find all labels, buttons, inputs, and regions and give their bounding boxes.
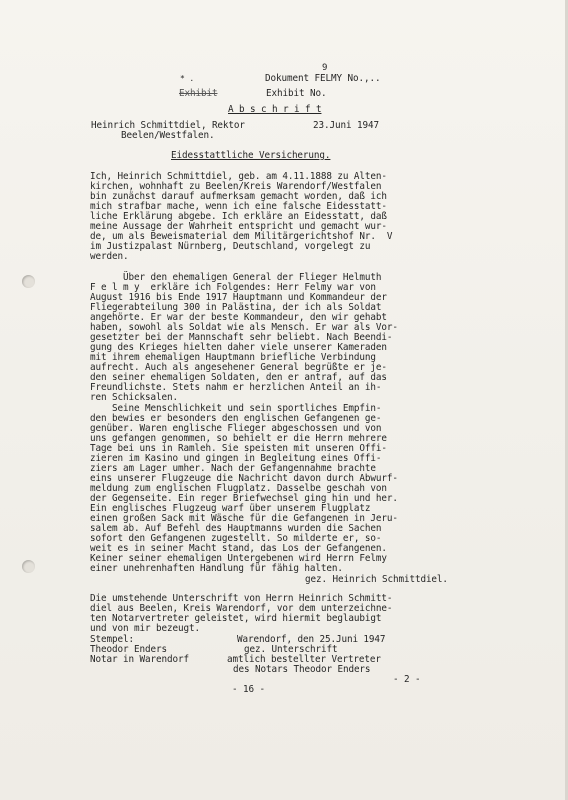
text-line: Fliegerabteilung 300 in Palästina, der ich als Soldat	[90, 302, 382, 313]
header-mark: * .	[180, 74, 195, 83]
text-line: diel aus Beelen, Kreis Warendorf, vor dem unterzeichne-	[90, 603, 393, 614]
text-line: meine Aussage der Wahrheit entspricht und gemacht wur-	[90, 221, 387, 232]
text-line: de, um als Beweismaterial dem Militärgerichtshof Nr. V	[90, 231, 393, 242]
stamp-label: Stempel:	[90, 634, 134, 645]
text-line: meldung zum englischen Flugplatz. Dasselbe geschah von	[90, 483, 387, 494]
author-name: Heinrich Schmittdiel, Rektor	[91, 120, 245, 131]
text-line: ten Notarvertreter geleistet, wird hiermit beglaubigt	[90, 613, 382, 624]
text-line: Über den ehemaligen General der Flieger Helmuth	[90, 272, 382, 283]
text-line: den bewies er besonders den englischen Gefangenen ge-	[90, 413, 382, 424]
text-line: Tage bei uns in Ramleh. Sie speisten mit unseren Offi-	[90, 443, 387, 454]
punch-hole	[22, 560, 35, 573]
text-line: salem ab. Auf Befehl des Hauptmanns wurden die Sachen	[90, 523, 382, 534]
text-line: Seine Menschlichkeit und sein sportliches Empfin-	[90, 403, 382, 414]
page-number-center: - 16 -	[232, 684, 265, 695]
text-line: zieren im Kasino und gingen in Begleitung eines Offi-	[90, 453, 382, 464]
text-line: ren Schicksalen.	[90, 392, 178, 403]
notary-title: Notar in Warendorf	[90, 654, 189, 665]
text-line: den seiner ehemaligen Soldaten, den er antraf, auf das	[90, 372, 387, 383]
page-number-right: - 2 -	[393, 674, 421, 685]
text-line: weit es in seiner Macht stand, das Los der Gefangenen.	[90, 543, 387, 554]
text-line: Keiner seiner ehemaligen Untergebenen wird Herrn Felmy	[90, 553, 387, 564]
page-number-top: 9	[322, 63, 328, 73]
text-line: und von mir bezeugt.	[90, 623, 200, 634]
text-line: einer unehrenhaften Handlung für fähig halten.	[90, 563, 343, 574]
text-line: mich strafbar mache, wenn ich eine falsche Eidesstatt-	[90, 201, 387, 212]
text-line: Freundlichste. Stets nahm er herzlichen Anteil an ih-	[90, 382, 382, 393]
text-line: bin zunächst darauf aufmerksam gemacht worden, daß ich	[90, 191, 387, 202]
text-line: gesetzter bei der Mannschaft sehr beliebt. Nach Beendi-	[90, 332, 393, 343]
notary-name: Theodor Enders	[90, 644, 167, 655]
text-line: F e l m y erkläre ich Folgendes: Herr Felmy war von	[90, 282, 376, 293]
document-title: A b s c h r i f t	[228, 104, 322, 115]
author-location: Beelen/Westfalen.	[121, 130, 215, 141]
notary-deputy: amtlich bestellter Vertreter	[227, 654, 381, 665]
text-line: August 1916 bis Ende 1917 Hauptmann und Kommandeur der	[90, 292, 387, 303]
text-line: liche Erklärung abgebe. Ich erkläre an Eidesstatt, daß	[90, 211, 387, 222]
document-label: Dokument FELMY No.,..	[265, 73, 381, 84]
notary-deputy-of: des Notars Theodor Enders	[233, 664, 371, 675]
text-line: einen großen Sack mit Wäsche für die Gefangenen in Jeru-	[90, 513, 398, 524]
exhibit-crossed: Exhibit	[179, 88, 218, 99]
text-line: kirchen, wohnhaft zu Beelen/Kreis Warendorf/Westfalen	[90, 181, 382, 192]
text-line: Ein englisches Flugzeug warf über unserem Flugplatz	[90, 503, 371, 514]
text-line: aufrecht. Auch als angesehener General begrüßte er je-	[90, 362, 387, 373]
section-heading: Eidesstattliche Versicherung.	[171, 150, 331, 161]
text-line: mit ihrem ehemaligen Hauptmann briefliche Verbindung	[90, 352, 376, 363]
text-line: sofort den Gefangenen zugestellt. So milderte er, so-	[90, 533, 382, 544]
text-line: ziers am Lager umher. Nach der Gefangennahme brachte	[90, 463, 376, 474]
text-line: im Justizpalast Nürnberg, Deutschland, vorgelegt zu	[90, 241, 371, 252]
text-line: genüber. Waren englische Flieger abgeschossen und von	[90, 423, 382, 434]
text-line: der Gegenseite. Ein reger Briefwechsel ging hin und her.	[90, 493, 398, 504]
text-line: haben, sowohl als Soldat wie als Mensch. Er war als Vor-	[90, 322, 398, 333]
text-line: uns gefangen genommen, so behielt er die Herrn mehrere	[90, 433, 387, 444]
text-line: Ich, Heinrich Schmittdiel, geb. am 4.11.1888 zu Alten-	[90, 171, 387, 182]
author-date: 23.Juni 1947	[313, 120, 379, 131]
text-line: angehörte. Er war der beste Kommandeur, den wir gehabt	[90, 312, 387, 323]
notary-place-date: Warendorf, den 25.Juni 1947	[237, 634, 386, 645]
text-line: werden.	[90, 251, 129, 262]
text-line: gung des Krieges hielten daher viele unserer Kameraden	[90, 342, 387, 353]
signature-line: gez. Heinrich Schmittdiel.	[305, 574, 448, 585]
exhibit-label: Exhibit No.	[266, 88, 327, 99]
text-line: eins unserer Flugzeuge die Nachricht davon durch Abwurf-	[90, 473, 398, 484]
text-line: Die umstehende Unterschrift von Herrn Heinrich Schmitt-	[90, 593, 393, 604]
notary-signature: gez. Unterschrift	[244, 644, 338, 655]
punch-hole	[22, 275, 35, 288]
